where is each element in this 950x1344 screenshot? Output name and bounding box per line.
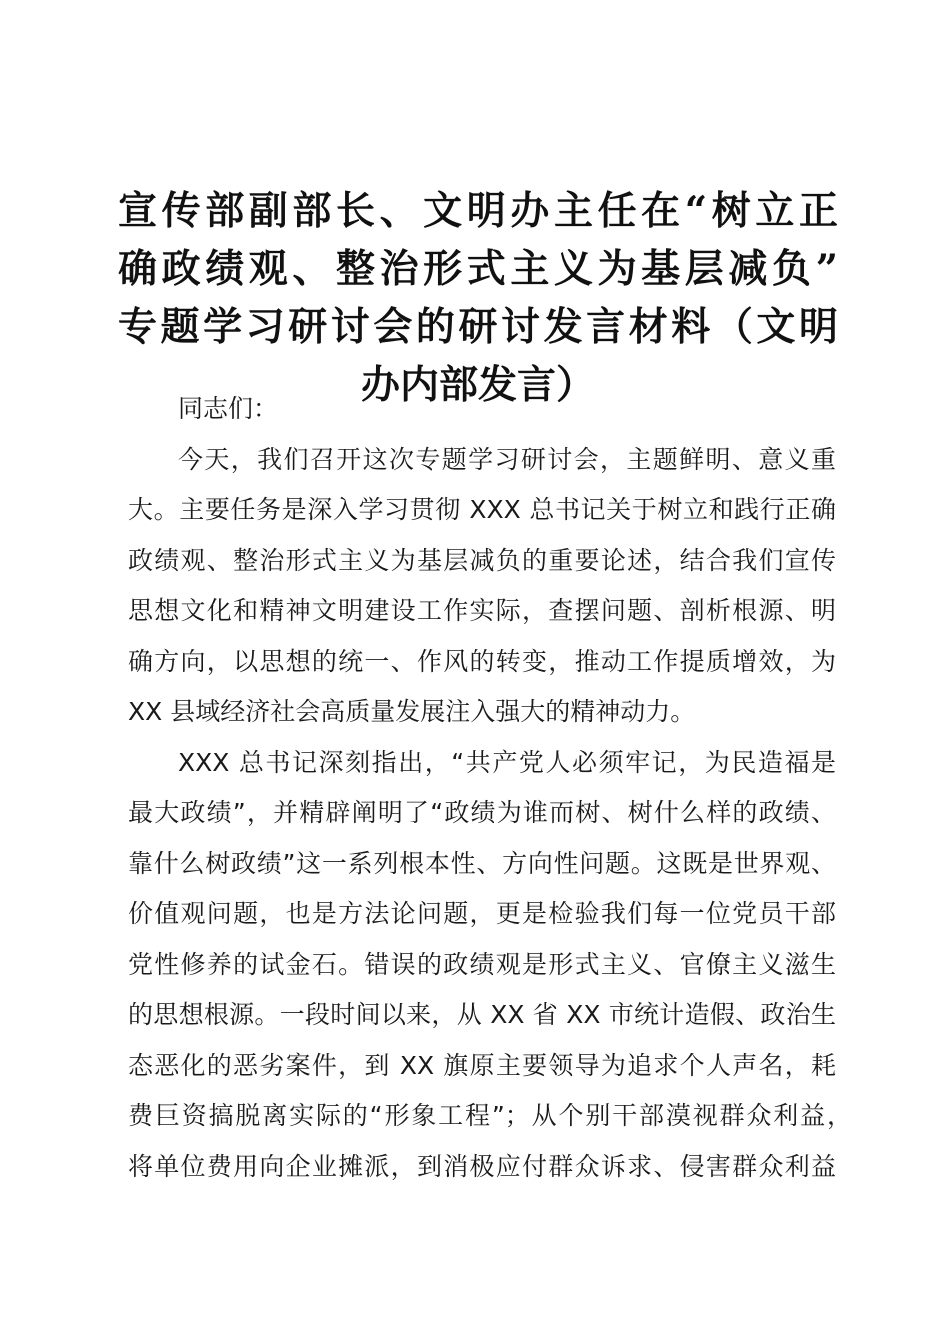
paragraph-line: 党性修养的试金石。错误的政绩观是形式主义、官僚主义滋生 [128, 949, 836, 979]
salutation-paragraph [128, 384, 836, 435]
paragraph-line: 的思想根源。一段时间以来，从 XX 省 XX 市统计造假、政治生 [128, 1000, 836, 1029]
title-line: 专题学习研讨会的研讨发言材料（文明 [118, 304, 838, 350]
paragraph-line: 将单位费用向企业摊派，到消极应付群众诉求、侵害群众利益 [128, 1151, 836, 1181]
paragraph-line: 价值观问题，也是方法论问题，更是检验我们每一位党员干部 [128, 899, 836, 928]
paragraph-line: 思想文化和精神文明建设工作实际，查摆问题、剖析根源、明 [128, 596, 836, 625]
paragraph-line: 费巨资搞脱离实际的“形象工程”；从个别干部漠视群众利益， [128, 1101, 852, 1130]
title-line: 确政绩观、整治形式主义为基层减负” [118, 246, 838, 292]
document-title [118, 182, 838, 414]
document-body [128, 384, 852, 1192]
paragraph-1 [128, 435, 836, 738]
paragraph-line: XXX 总书记深刻指出，“共产党人必须牢记，为民造福是 [178, 747, 836, 777]
paragraph-2 [128, 738, 852, 1193]
paragraph-line: 最大政绩”，并精辟阐明了“政绩为谁而树、树什么样的政绩、 [128, 798, 836, 827]
paragraph-line: 大。主要任务是深入学习贯彻 XXX 总书记关于树立和践行正确 [128, 495, 836, 524]
paragraph-line: 今天，我们召开这次专题学习研讨会，主题鲜明、意义重 [178, 444, 836, 474]
paragraph-line: 靠什么树政绩”这一系列根本性、方向性问题。这既是世界观、 [128, 848, 836, 878]
paragraph-line: XX 县域经济社会高质量发展注入强大的精神动力。 [128, 697, 696, 726]
title-line: 办内部发言） [360, 362, 595, 408]
paragraph-line: 态恶化的恶劣案件，到 XX 旗原主要领导为追求个人声名，耗 [128, 1050, 836, 1080]
salutation: 同志们： [178, 394, 279, 423]
title-line: 宣传部副部长、文明办主任在“树立正 [118, 188, 838, 234]
paragraph-line: 政绩观、整治形式主义为基层减负的重要论述，结合我们宣传 [128, 545, 836, 575]
paragraph-line: 确方向，以思想的统一、作风的转变，推动工作提质增效，为 [128, 646, 836, 676]
